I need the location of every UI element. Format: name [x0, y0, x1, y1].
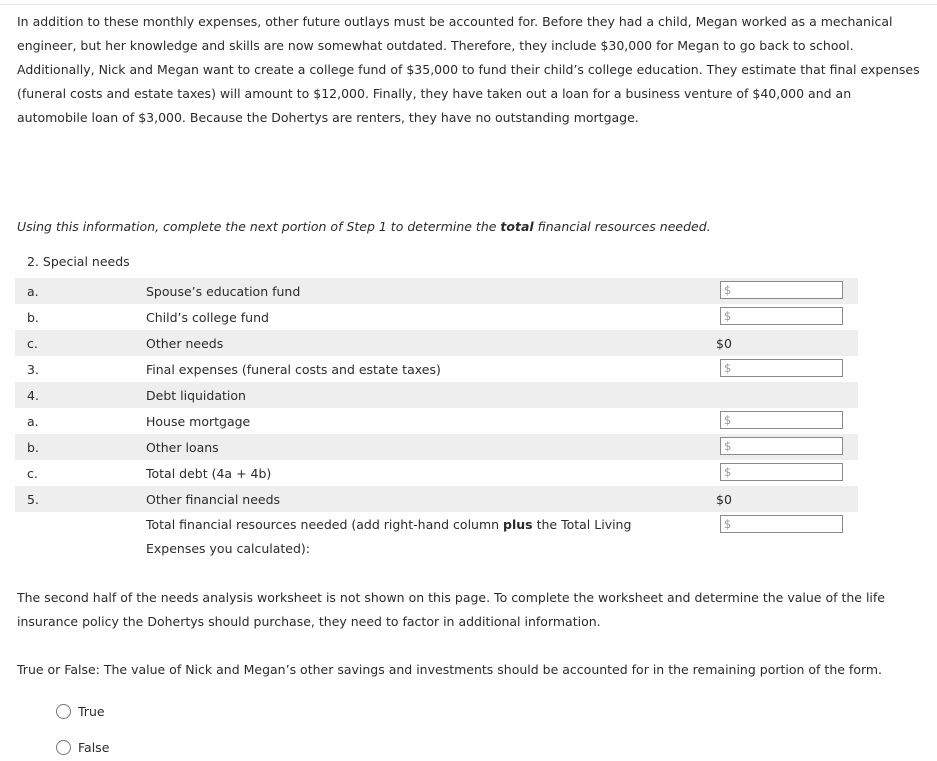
- dollar-prefix: $: [724, 413, 732, 427]
- row-index: a.: [27, 284, 39, 299]
- total-debt-input[interactable]: [720, 463, 843, 481]
- row-index: c.: [27, 466, 38, 481]
- row-index: 3.: [27, 362, 39, 377]
- house-mortgage-input[interactable]: [720, 411, 843, 429]
- row-label: Other financial needs: [146, 492, 281, 507]
- row-index: 4.: [27, 388, 39, 403]
- dollar-prefix: $: [724, 361, 732, 375]
- row-index: b.: [27, 310, 39, 325]
- dollar-prefix: $: [724, 465, 732, 479]
- second-half-paragraph: The second half of the needs analysis worksheet is not shown on this page. To complete the worksheet and determine the value of the life insurance policy the Dohertys should purchase, they need to factor in additional information.: [17, 590, 885, 629]
- spouse-education-input[interactable]: [720, 281, 843, 299]
- total-needed-input[interactable]: [720, 515, 843, 533]
- instruction-text: Using this information, complete the next portion of Step 1 to determine the total financial resources needed.: [17, 219, 711, 234]
- row-final-expenses: [15, 356, 858, 382]
- other-loans-input[interactable]: [720, 437, 843, 455]
- row-label: Child’s college fund: [146, 310, 269, 325]
- row-label: Final expenses (funeral costs and estate taxes): [146, 362, 441, 377]
- dollar-prefix: $: [724, 439, 732, 453]
- row-total-debt: [15, 460, 858, 486]
- row-other-loans: [15, 434, 858, 460]
- option-label: True: [78, 704, 105, 719]
- row-other-financial-needs: [15, 486, 858, 512]
- dollar-prefix: $: [724, 517, 732, 531]
- top-divider: [0, 4, 937, 5]
- row-label: Spouse’s education fund: [146, 284, 301, 299]
- radio-button-false[interactable]: [56, 740, 71, 755]
- child-college-input[interactable]: [720, 307, 843, 325]
- row-label: House mortgage: [146, 414, 251, 429]
- row-child-college: [15, 304, 858, 330]
- radio-button-true[interactable]: [56, 704, 71, 719]
- intro-paragraph: In addition to these monthly expenses, other future outlays must be accounted for. Before they had a child, Megan worked as a mechanical engineer, but her knowledge and skills are now somewhat outdated. Therefore, they include $30,000 for Megan to go back to school. Additionally, Nick and Megan want to create a college fund of $35,000 to fund their child’s college education. They estimate that final expenses (funeral costs and estate taxes) will amount to $12,000. Finally, they have taken out a loan for a business venture of $40,000 and an automobile loan of $3,000. Because the Dohertys are renters, they have no outstanding mortgage.: [17, 14, 920, 125]
- final-expenses-input[interactable]: [720, 359, 843, 377]
- other-needs-value: $0: [716, 336, 732, 351]
- row-index: b.: [27, 440, 39, 455]
- row-index: 5.: [27, 492, 39, 507]
- dollar-prefix: $: [724, 309, 732, 323]
- dollar-prefix: $: [724, 283, 732, 297]
- row-debt-liquidation: [15, 382, 858, 408]
- row-spouse-education: [15, 278, 858, 304]
- total-needed-label: Total financial resources needed (add right-hand column plus the Total Living Expenses you calculated):: [146, 517, 632, 556]
- row-label: Total debt (4a + 4b): [146, 466, 272, 481]
- row-label: Other loans: [146, 440, 219, 455]
- row-label: Debt liquidation: [146, 388, 246, 403]
- row-index: c.: [27, 336, 38, 351]
- row-house-mortgage: [15, 408, 858, 434]
- true-false-question: True or False: The value of Nick and Megan’s other savings and investments should be accounted for in the remaining portion of the form.: [17, 662, 883, 677]
- section-title: 2. Special needs: [27, 254, 130, 269]
- row-index: a.: [27, 414, 39, 429]
- other-financial-needs-value: $0: [716, 492, 732, 507]
- row-other-needs: [15, 330, 858, 356]
- row-label: Other needs: [146, 336, 224, 351]
- option-label: False: [78, 740, 110, 755]
